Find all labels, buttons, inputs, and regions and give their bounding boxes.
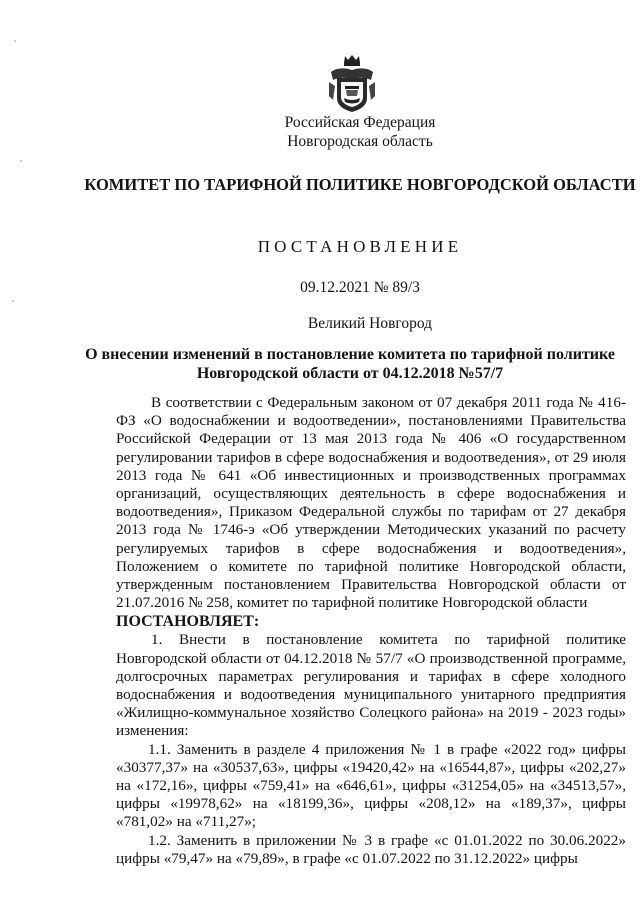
scan-artifact	[20, 160, 22, 162]
item-1: 1. Внести в постановление комитета по тарифной политике Новгородской области от 04.12.2018 № 57/7 «О производственной программе, долгосрочных параметрах регулирования и тарифах в сфере холодного водоснабжения и водоотведения муниципального унитарного предприятия «Жилищно-коммунальное хозяйство Солецкого района» на 2019 - 2023 годы» изменения:	[116, 631, 626, 740]
country-name: Российская Федерация	[284, 114, 436, 131]
scan-artifact	[12, 300, 14, 302]
item-1-1: 1.1. Заменить в разделе 4 приложения № 1 в графе «2022 год» цифры «30377,37» на «30537,63», цифры «19420,42» на «16544,87», цифры «202,27» на «172,16», цифры «759,41» на «646,61», цифры «31254,05» на «34513,57», цифры «19978,62» на «18199,36», цифры «208,12» на «189,37», цифры «781,02» на «711,27»;	[116, 740, 626, 831]
resolves-heading: ПОСТАНОВЛЯЕТ:	[116, 613, 260, 631]
document-type: ПОСТАНОВЛЕНИЕ	[257, 237, 463, 256]
city: Великий Новгород	[307, 315, 433, 332]
date-and-number: 09.12.2021 № 89/3	[300, 279, 420, 296]
document-body	[116, 394, 626, 868]
document-subject: О внесении изменений в постановление комитета по тарифной политике Новгородской области от 04.12.2018 №57/7	[85, 346, 615, 382]
item-1-2: 1.2. Заменить в приложении № 3 в графе «с 01.01.2022 по 30.06.2022» цифры «79,47» на «79,89», в графе «с 01.07.2022 по 31.12.2022» цифры	[116, 831, 626, 867]
region-name: Новгородская область	[287, 133, 433, 150]
committee-title: КОМИТЕТ ПО ТАРИФНОЙ ПОЛИТИКЕ НОВГОРОДСКОЙ ОБЛАСТИ	[84, 175, 636, 194]
preamble-paragraph: В соответствии с Федеральным законом от 07 декабря 2011 года № 416-ФЗ «О водоснабжении и водоотведении», постановлениями Правительства Российской Федерации от 13 мая 2013 года № 406 «О государственном регулировании тарифов в сфере водоснабжения и водоотведения», от 29 июля 2013 года № 641 «Об инвестиционных и производственных программах организаций, осуществляющих деятельность в сфере водоснабжения и водоотведения», Приказом Федеральной службы по тарифам от 27 декабря 2013 года № 1746-э «Об утверждении Методических указаний по расчету регулируемых тарифов в сфере водоснабжения и водоотведения», Положением о комитете по тарифной политике Новгородской области, утвержденным постановлением Правительства Новгородской области от 21.07.2016 № 258, комитет по тарифной политике Новгородской области	[116, 394, 626, 612]
scan-artifact	[14, 40, 16, 42]
issuer-block	[40, 113, 640, 151]
coat-of-arms-icon	[327, 52, 377, 114]
